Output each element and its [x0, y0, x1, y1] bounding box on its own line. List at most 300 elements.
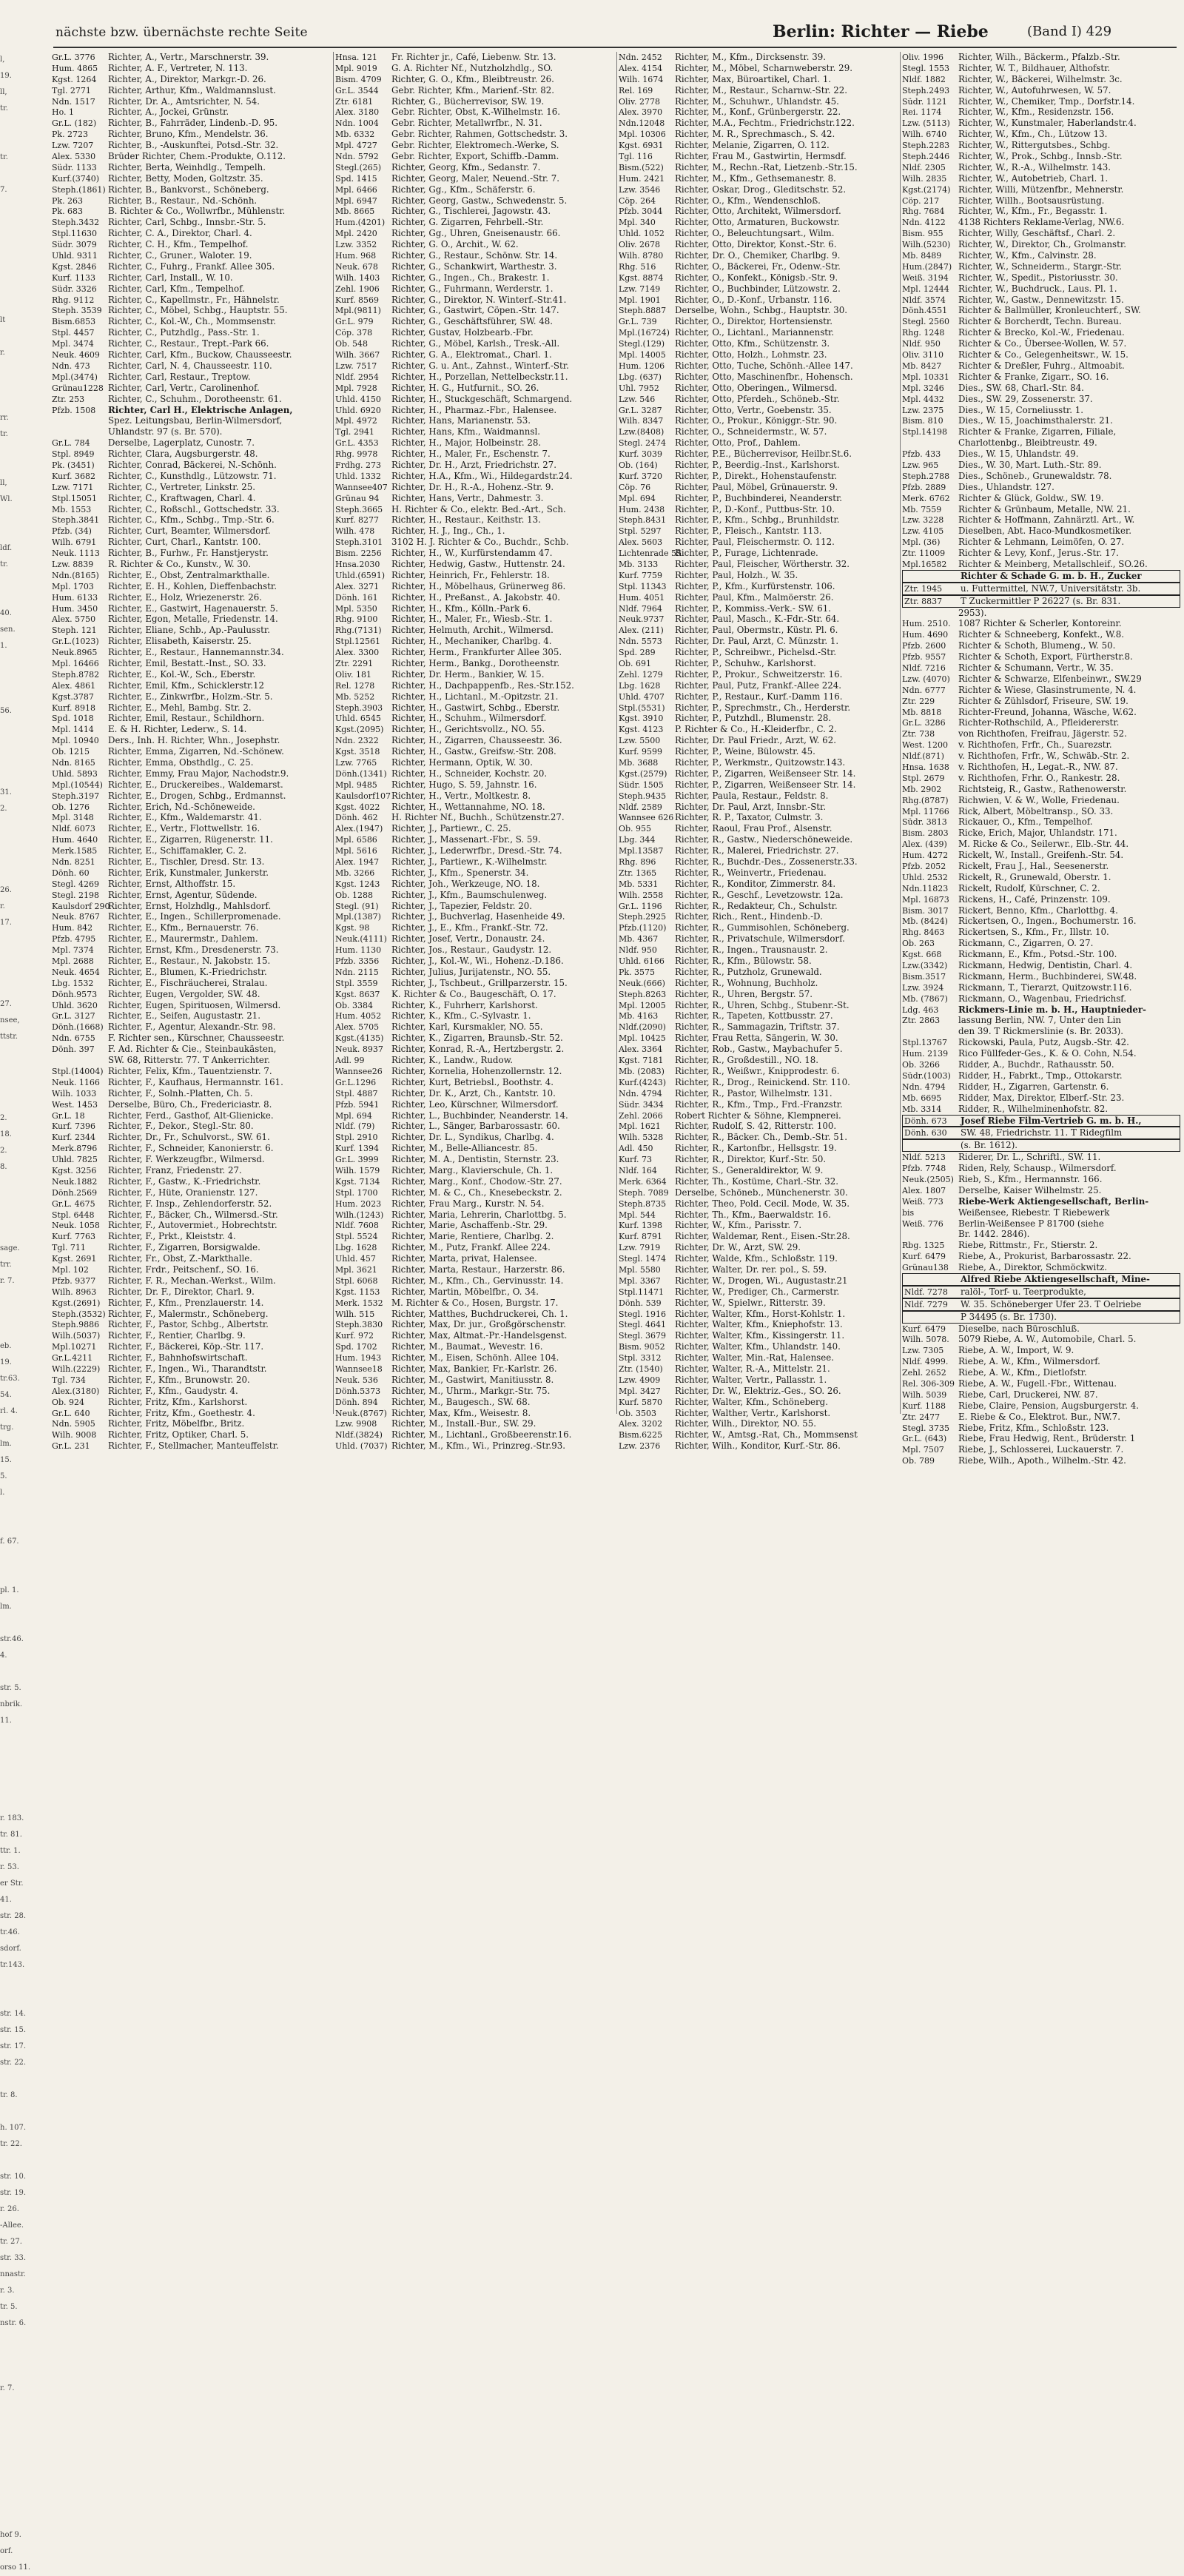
phone-number: Kgst.(2174)	[902, 184, 951, 195]
directory-entry	[52, 173, 332, 184]
phone-number: Mpl. 7374	[52, 945, 94, 956]
margin-fragment	[0, 1615, 50, 1631]
phone-number: Wilh. 8963	[52, 1287, 97, 1297]
margin-fragment: tr. 27.	[0, 2238, 22, 2246]
entry-text: Richter, E., Tischler, Dresd. Str. 13.	[108, 856, 265, 868]
margin-fragment	[0, 378, 50, 394]
entry-text: Alfred Riebe Aktiengesellschaft, Mine-	[961, 1273, 1150, 1284]
phone-number: Ndn. 6755	[52, 1033, 95, 1044]
entry-text: Derselbe, Lagerplatz, Cunostr. 7.	[108, 437, 255, 449]
directory-entry	[619, 592, 898, 603]
phone-number: Wilh. 1579	[335, 1165, 380, 1175]
directory-entry	[52, 129, 332, 140]
directory-entry	[619, 327, 898, 338]
entry-text: Ridder, A., Buchdr., Rathausstr. 50.	[958, 1059, 1114, 1070]
phone-number: Cöp. 76	[619, 482, 651, 492]
phone-number: Südr. 3326	[52, 284, 97, 294]
directory-entry	[902, 1378, 1180, 1389]
phone-number: Ndn. 2115	[335, 967, 379, 977]
phone-number: Nldf. (79)	[335, 1121, 375, 1132]
entry-text: Richter, Emma, Zigarren, Nd.-Schönew.	[108, 746, 284, 757]
margin-fragment	[0, 1078, 50, 1094]
directory-entry	[902, 360, 1180, 372]
phone-number: Ndn. 5573	[619, 637, 662, 647]
directory-entry	[902, 1334, 1180, 1345]
phone-number: Neuk. 4609	[52, 350, 100, 360]
directory-entry	[902, 272, 1180, 284]
directory-entry	[902, 883, 1180, 894]
entry-text: Richter, Ernst, Kfm., Dresdenerstr. 73.	[108, 945, 279, 956]
phone-number: Steph.2283	[902, 141, 950, 151]
directory-entry	[619, 724, 898, 735]
margin-fragment	[0, 394, 50, 410]
entry-text: Richter, Dr. Paul Friedr., Arzt, W. 62.	[675, 735, 836, 746]
entry-text: Richter, G., Schankwirt, Warthestr. 3.	[391, 261, 557, 272]
directory-entry	[902, 217, 1180, 228]
entry-text: 5079 Riebe, A. W., Automobile, Charl. 5.	[958, 1334, 1137, 1345]
margin-fragment: r.	[0, 349, 5, 357]
entry-text: Richter, B., Fahrräder, Lindenb.-D. 95.	[108, 118, 278, 129]
entry-text: E. Riebe & Co., Elektrot. Bur., NW.7.	[958, 1411, 1120, 1422]
directory-entry	[52, 162, 332, 173]
directory-entry	[52, 118, 332, 129]
phone-number: Kgst. 3256	[52, 1165, 97, 1175]
entry-text: Richter, G., Direktor, N. Winterf.-Str.41.	[391, 294, 567, 305]
directory-entry	[52, 449, 332, 460]
directory-entry	[902, 1229, 1180, 1240]
entry-text: Richter, G., Restaur., Schönw. Str. 14.	[391, 250, 558, 261]
entry-text: Riebe, A. W., Fugell.-Fbr., Wittenau.	[958, 1378, 1117, 1389]
entry-text: Richter, Matthes, Buchdruckerei, Ch. 1.	[391, 1308, 568, 1319]
phone-number: Pfzb. 9557	[902, 652, 946, 663]
directory-entry	[619, 1143, 898, 1154]
entry-text: Richter, J., Tschbeut., Grillparzerstr. 15.	[391, 977, 568, 988]
directory-entry	[619, 1264, 898, 1275]
phone-number: Oliv. 181	[335, 669, 371, 680]
phone-number: Uhld. 6545	[335, 714, 381, 724]
directory-entry	[335, 151, 615, 162]
margin-fragment: sdorf.	[0, 1945, 21, 1953]
phone-number: Hum. 4051	[619, 592, 665, 603]
entry-text: Richter, E., Druckereibes., Waldemarst.	[108, 779, 283, 790]
directory-entry	[619, 338, 898, 349]
directory-entry	[619, 1386, 898, 1397]
entry-text: Richter, Fritz, Kfm., Karlshorst.	[108, 1396, 248, 1407]
phone-number: Wilh. 9008	[52, 1430, 97, 1440]
directory-entry	[52, 1364, 332, 1375]
entry-text: Richter, A., Vertr., Marschnerstr. 39.	[108, 52, 269, 62]
phone-number: Nldf. 950	[619, 945, 657, 956]
phone-number: Steph. 7089	[619, 1187, 669, 1198]
directory-entry	[335, 1132, 615, 1143]
directory-entry	[902, 228, 1180, 239]
directory-entry	[902, 504, 1180, 515]
phone-number: Mpl. 3474	[52, 339, 94, 349]
directory-entry	[335, 581, 615, 592]
phone-number: Mpl. 6586	[335, 835, 377, 845]
entry-text: Rickert, Benno, Kfm., Charlottbg. 4.	[958, 905, 1118, 916]
directory-entry	[335, 140, 615, 151]
entry-text: Riebe, A. W., Import, W. 9.	[958, 1345, 1074, 1356]
phone-number: Nldf. 6073	[52, 824, 95, 834]
directory-entry	[52, 1341, 332, 1352]
phone-number: Mpl. 4432	[902, 394, 944, 404]
phone-number: Oliv. 3110	[902, 350, 944, 360]
margin-fragment	[0, 964, 50, 980]
entry-text: Richter, K., Kfm., C.-Sylvastr. 1.	[391, 1010, 531, 1022]
phone-number: Hum.(2847)	[902, 261, 952, 272]
directory-entry	[335, 1187, 615, 1198]
margin-fragment	[0, 1224, 50, 1241]
phone-number: Rel. 169	[619, 85, 653, 95]
directory-entry	[619, 834, 898, 845]
margin-fragment	[0, 1501, 50, 1517]
entry-text: Richter, G. Zigarren, Fehrbell.-Str.	[391, 217, 544, 228]
entry-text: Richter, Otto, Vertr., Goebenstr. 35.	[675, 404, 832, 415]
entry-text: Richter, H., Major, Holbeinstr. 28.	[391, 437, 542, 449]
entry-text: Richter, Otto, Holzh., Lohmstr. 23.	[675, 349, 827, 360]
phone-number: Bism. 2256	[335, 549, 382, 559]
entry-text: Richter, Dr. A., Amtsrichter, N. 54.	[108, 95, 260, 107]
directory-entry	[335, 372, 615, 383]
phone-number: Ztr. 2477	[902, 1412, 941, 1422]
phone-number: Mpl. 340	[619, 218, 656, 228]
margin-fragment	[0, 1045, 50, 1061]
directory-entry	[619, 184, 898, 195]
entry-text: Richter, F. R., Mechan.-Werkst., Wilm.	[108, 1275, 276, 1286]
phone-number: Cöp. 217	[902, 195, 940, 206]
entry-text: Richter, Dr. O., Chemiker, Charlbg. 9.	[675, 250, 841, 261]
phone-number: Stegl. 1916	[619, 1309, 667, 1319]
phone-number: Gr.L. 3776	[52, 53, 95, 62]
phone-number: Mpl. 10940	[52, 736, 99, 746]
directory-entry	[902, 173, 1180, 184]
entry-text: Ridder, R., Wilhelminenhofstr. 82.	[958, 1103, 1109, 1114]
directory-entry	[902, 1104, 1180, 1115]
directory-entry	[52, 1165, 332, 1176]
entry-text: Richter, G. O., Archit., W. 62.	[391, 239, 519, 250]
entry-text: Richter, Dr. L., Syndikus, Charlbg. 4.	[391, 1132, 554, 1143]
entry-text: Dies., SW. 29, Zossenerstr. 37.	[958, 393, 1093, 404]
entry-text: Richter, G., Bücherrevisor, SW. 19.	[391, 95, 545, 107]
column-divider	[900, 52, 901, 1414]
directory-entry	[52, 460, 332, 471]
entry-text: Dies., W. 30, Mart. Luth.-Str. 89.	[958, 459, 1102, 470]
phone-number: Kurf. 7763	[52, 1232, 95, 1242]
phone-number: Rhg. 516	[619, 261, 656, 272]
entry-text: Richter-Rothschild, A., Pfleidererstr.	[958, 717, 1120, 728]
entry-text: Richter, F., Agentur, Alexandr.-Str. 98.	[108, 1022, 276, 1033]
directory-entry	[335, 460, 615, 471]
phone-number: Kurf. 5870	[619, 1397, 662, 1407]
entry-text: Richter, R., Buchdr.-Des., Zossenerstr.33.	[675, 856, 858, 868]
entry-text: Richter, Georg, Kfm., Sedanstr. 7.	[391, 161, 541, 172]
margin-fragment	[0, 459, 50, 475]
directory-entry	[902, 548, 1180, 559]
entry-text: Richter, R., Weißwr., Knipprodestr. 6.	[675, 1065, 840, 1076]
entry-text: Richter, W. T., Bildhauer, Althofstr.	[958, 62, 1111, 73]
phone-number: Neuk. 4654	[52, 967, 100, 977]
entry-text: Richter, P., Schuhw., Karlshorst.	[675, 657, 816, 668]
entry-text: Richter, M., Gastwirt, Manitiusstr. 8.	[391, 1374, 554, 1385]
entry-text: Richter, M., Baumat., Wevestr. 16.	[391, 1341, 543, 1352]
entry-text: Charlottenbg., Bleibtreustr. 49.	[958, 437, 1097, 449]
entry-text: Richter, Bruno, Kfm., Mendelstr. 36.	[108, 129, 269, 140]
phone-number: Kgst. 668	[902, 950, 942, 960]
directory-entry	[52, 1176, 332, 1187]
directory-entry	[52, 1033, 332, 1044]
phone-number: Stegl. 3735	[902, 1423, 950, 1433]
phone-number: Gr.L.4211	[52, 1353, 93, 1364]
phone-number: Gr.L. 3286	[902, 718, 946, 728]
entry-text: Richter, B., Furhw., Fr. Hanstjerystr.	[108, 548, 269, 559]
directory-entry	[52, 349, 332, 360]
phone-number: Uhld. 3620	[52, 1000, 98, 1010]
phone-number: Wilh. 5328	[619, 1133, 664, 1143]
phone-number: Kgst. 7181	[619, 1056, 664, 1066]
entry-text: Richter, G. A., Elektromat., Charl. 1.	[391, 349, 552, 360]
directory-entry	[52, 978, 332, 989]
phone-number: Mpl. 5616	[335, 846, 377, 856]
entry-text: SW. 68, Ritterstr. 77. T Ankerrichter.	[108, 1055, 270, 1066]
phone-number: Stegl. 1474	[619, 1254, 667, 1264]
directory-entry	[335, 349, 615, 360]
directory-entry	[52, 493, 332, 504]
phone-number: Kurf. 73	[619, 1155, 652, 1165]
entry-text: Richter, H., Zigarren, Chausseestr. 36.	[391, 735, 562, 746]
entry-text: Richter, Franz, Friedenstr. 27.	[108, 1164, 242, 1175]
phone-number: Alex. (211)	[619, 625, 664, 636]
entry-text: Richter, Curt, Charl., Kantstr. 100.	[108, 537, 261, 548]
page-header	[0, 0, 1184, 47]
directory-entry	[52, 735, 332, 746]
phone-number: Ztr. 253	[52, 394, 85, 404]
directory-entry	[619, 316, 898, 327]
directory-entry	[902, 839, 1180, 850]
margin-fragment: str.46.	[0, 1635, 24, 1643]
directory-entry	[902, 651, 1180, 663]
margin-fragment	[0, 1794, 50, 1811]
directory-entry	[902, 949, 1180, 960]
directory-entry	[335, 383, 615, 394]
entry-text: Richter, R., Gastw., Niederschöneweide.	[675, 834, 853, 845]
margin-fragment: sage.	[0, 1244, 20, 1252]
entry-text: Richter, Marg., Klavierschule, Ch. 1.	[391, 1164, 554, 1175]
directory-entry	[902, 437, 1180, 449]
directory-entry	[902, 762, 1180, 773]
entry-text: Richter, Georg, Gastw., Schwedenstr. 5.	[391, 195, 568, 206]
entry-text: Richter, F., Prkt., Kleiststr. 4.	[108, 1231, 236, 1242]
entry-text: Richter, F., Solnh.-Platten, Ch. 5.	[108, 1087, 253, 1099]
directory-entry	[902, 927, 1180, 938]
directory-entry	[619, 372, 898, 383]
directory-entry	[902, 1401, 1180, 1412]
phone-number: Wilh.(5037)	[52, 1331, 101, 1341]
entry-text: Uhlandstr. 97 (s. Br. 570).	[108, 426, 223, 437]
directory-entry	[619, 1375, 898, 1386]
entry-text: Dies., W. 15, Joachimsthalerstr. 21.	[958, 415, 1113, 426]
margin-fragment: tr.46.	[0, 1928, 20, 1936]
margin-fragment	[0, 2478, 50, 2495]
phone-number: Stegl. 3679	[619, 1331, 667, 1341]
phone-number: Ztr. (1540)	[619, 1364, 663, 1374]
entry-text: Richter, H., W., Kurfürstendamm 47.	[391, 548, 553, 559]
directory-entry	[619, 603, 898, 614]
phone-number: Wannsee407	[335, 482, 388, 492]
directory-entry	[619, 1220, 898, 1231]
entry-text: Richter & Glück, Goldw., SW. 19.	[958, 492, 1104, 503]
phone-number: Ndn. 2452	[619, 53, 662, 62]
directory-entry	[52, 1264, 332, 1275]
phone-number: Mpl. 1621	[619, 1121, 661, 1132]
phone-number: Lzw. 7765	[335, 758, 377, 768]
entry-text: Richter, Dr. Herm., Bankier, W. 15.	[391, 668, 545, 680]
directory-entry	[619, 1440, 898, 1452]
directory-entry	[902, 107, 1180, 118]
directory-entry	[902, 717, 1180, 728]
phone-number: Kgst. 3910	[619, 714, 664, 724]
directory-entry	[52, 206, 332, 217]
entry-text: Richter, Ferd., Gasthof, Alt-Glienicke.	[108, 1110, 274, 1121]
phone-number: Pfzb. (34)	[52, 526, 92, 537]
phone-number: Wilh. 5039	[902, 1389, 947, 1400]
directory-entry	[52, 96, 332, 107]
entry-text: Richter, R., Geschf., Levetzowstr. 12a.	[675, 889, 844, 900]
directory-entry	[52, 1440, 332, 1452]
entry-text: Richter, Gg., Kfm., Schäferstr. 6.	[391, 184, 536, 195]
directory-entry	[52, 107, 332, 118]
directory-entry	[52, 261, 332, 272]
directory-entry	[52, 669, 332, 680]
directory-entry	[902, 960, 1180, 971]
directory-entry	[335, 1077, 615, 1088]
margin-fragment	[0, 1566, 50, 1583]
entry-text: Richter, E., Kol.-W., Sch., Eberstr.	[108, 668, 256, 680]
directory-entry	[902, 471, 1180, 482]
phone-number: Pfzb.(1120)	[619, 923, 667, 933]
directory-entry	[52, 1386, 332, 1397]
phone-number: Alex. 4861	[52, 680, 96, 691]
directory-entry	[902, 151, 1180, 162]
phone-number: Ztr. 2863	[902, 1016, 941, 1026]
entry-text: Richter, Betty, Moden, Goltzstr. 35.	[108, 172, 263, 184]
phone-number: Neuk.1882	[52, 1176, 98, 1187]
entry-text: Richter, E., Drogen, Schbg., Erdmannst.	[108, 790, 286, 801]
directory-entry	[902, 739, 1180, 751]
phone-number: Mb. 8818	[902, 707, 942, 717]
directory-entry	[902, 415, 1180, 426]
directory-entry	[52, 305, 332, 316]
margin-fragment	[0, 720, 50, 736]
phone-number: Gr.L. 640	[52, 1408, 90, 1418]
entry-text: Richter, M., Belle-Alliancestr. 85.	[391, 1143, 538, 1154]
entry-text: Ricke, Erich, Major, Uhlandstr. 171.	[958, 828, 1117, 839]
directory-entry	[335, 989, 615, 1000]
directory-entry	[335, 1055, 615, 1066]
phone-number: Hum. 4052	[335, 1011, 382, 1022]
directory-entry	[52, 526, 332, 537]
entry-text: Richter, Eliane, Schb., Ap.-Paulusstr.	[108, 625, 270, 636]
phone-number: Bism. 9052	[619, 1342, 665, 1352]
directory-entry	[902, 1048, 1180, 1059]
margin-fragment	[0, 671, 50, 687]
entry-text: Richter & Franke, Zigarren, Filiale,	[958, 426, 1117, 437]
directory-entry	[335, 658, 615, 669]
directory-entry	[902, 1455, 1180, 1466]
entry-text: Richter & Schneeberg, Konfekt., W.8.	[958, 629, 1125, 640]
directory-entry	[902, 1433, 1180, 1444]
phone-number: Bism.(522)	[619, 162, 664, 172]
directory-entry	[52, 394, 332, 405]
margin-fragment	[0, 1778, 50, 1794]
directory-entry	[902, 537, 1180, 548]
phone-number: Mpl.(16724)	[619, 328, 670, 338]
entry-text: Richter, W., Spielwr., Ritterstr. 39.	[675, 1297, 826, 1308]
entry-text: Richter, Dr. W., Arzt, SW. 29.	[675, 1242, 801, 1253]
directory-entry	[52, 724, 332, 735]
phone-number: Mpl. 3621	[335, 1264, 377, 1275]
entry-text: Richter, P., Prokur., Schweitzerstr. 16.	[675, 668, 843, 680]
phone-number: Ob. 548	[335, 339, 369, 349]
margin-fragment: str. 22.	[0, 2059, 27, 2067]
directory-entry	[52, 482, 332, 493]
directory-entry	[902, 861, 1180, 872]
margin-fragment: orso 11.	[0, 2563, 31, 2572]
entry-text: Richter, Gg., Uhren, Gneisenaustr. 66.	[391, 228, 561, 239]
margin-fragment: rl. 4.	[0, 1407, 18, 1415]
phone-number: Zehl. 1279	[619, 669, 663, 680]
directory-entry	[619, 879, 898, 890]
directory-entry	[902, 751, 1180, 762]
phone-number: Bism. 4709	[335, 74, 382, 84]
directory-entry	[902, 1324, 1180, 1335]
directory-entry	[52, 1418, 332, 1429]
margin-fragment: str. 17.	[0, 2042, 27, 2050]
directory-entry	[902, 1152, 1180, 1163]
directory-entry	[619, 1077, 898, 1088]
directory-entry	[902, 696, 1180, 707]
phone-number: Kgst.3787	[52, 691, 94, 702]
directory-entry	[335, 1319, 615, 1330]
directory-entry	[902, 162, 1180, 173]
phone-number: Dönh. 60	[52, 868, 90, 878]
phone-number: Wilh.(5230)	[902, 240, 951, 250]
phone-number: Pk. 683	[52, 207, 84, 217]
entry-text: Richter, F., Bäcker, Ch., Wilmersd.-Str.	[108, 1209, 278, 1220]
directory-entry	[335, 570, 615, 581]
entry-text: F. Ad. Richter & Cie., Steinbaukästen,	[108, 1044, 277, 1055]
entry-text: Richter, B., -Auskunftei, Potsd.-Str. 32.	[108, 140, 279, 151]
phone-number: Rei. 1174	[902, 107, 942, 118]
phone-number: Mb. (8424)	[902, 916, 948, 927]
directory-entry	[335, 1309, 615, 1320]
directory-entry	[52, 338, 332, 349]
directory-entry	[902, 118, 1180, 129]
margin-fragment: nnastr.	[0, 2270, 26, 2278]
directory-entry	[52, 901, 332, 912]
entry-text: Richter, Maria, Lehrerin, Charlottbg. 5.	[391, 1209, 567, 1220]
directory-entry	[52, 415, 332, 426]
directory-entry	[619, 933, 898, 945]
phone-number: Mpl. 7928	[335, 383, 377, 393]
phone-number: Neuk.(666)	[619, 978, 665, 988]
directory-entry	[902, 63, 1180, 74]
margin-fragment: 27.	[0, 1000, 12, 1008]
directory-entry	[335, 768, 615, 779]
directory-entry	[619, 195, 898, 207]
entry-text: Richter, H., Gastwirt, Schbg., Eberstr.	[391, 702, 560, 713]
entry-text: Richter, H., Kfm., Kölln.-Park 6.	[391, 603, 531, 614]
